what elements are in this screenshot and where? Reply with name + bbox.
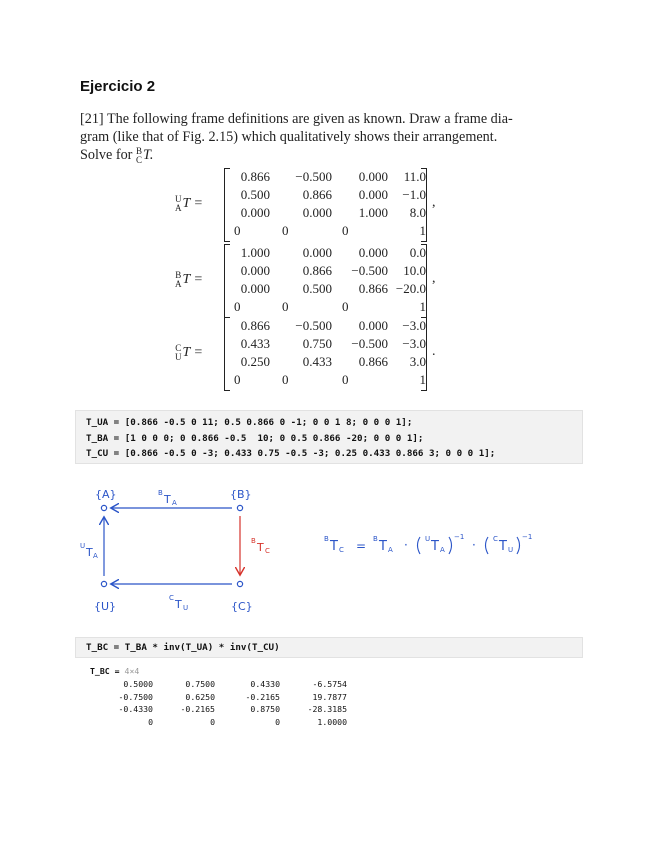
frame-U-node [101, 581, 106, 586]
matrix-row [224, 222, 424, 240]
matrix-cell: 1 [419, 223, 426, 238]
matrix-cell: 1 [419, 299, 426, 314]
eq-paren-open-1 [418, 537, 421, 554]
result-row [90, 716, 370, 729]
matrix-cell: 0.500 [240, 187, 270, 202]
matrix-cell: −0.500 [351, 336, 388, 351]
matrix-body [224, 317, 424, 389]
solve-for-indices: B C [135, 145, 142, 165]
matrix-cell: −3.0 [402, 336, 426, 351]
matrix-cell: 0.866 [302, 263, 332, 278]
matrix-T: T = [182, 196, 203, 212]
matrix-trailing-punct: , [432, 271, 436, 286]
label-BC-T: T [257, 541, 264, 554]
result-row [90, 678, 370, 691]
matrix-label [175, 271, 203, 289]
matrix-T: T = [182, 345, 203, 361]
matrix-cell: −20.0 [395, 281, 426, 296]
matrix-cell: −0.500 [295, 318, 332, 333]
matrix-indices: B A [175, 270, 182, 289]
problem-line-2: gram (like that of Fig. 2.15) which qualitatively shows their arrangement. [80, 129, 498, 145]
matrix-cell: 0 [282, 372, 289, 387]
eq-t1-sup: B [373, 535, 378, 543]
result-output [90, 666, 370, 728]
matrix-row [224, 168, 424, 186]
matrix-cell: 0.866 [302, 187, 332, 202]
matrix-cell: 0.250 [240, 354, 270, 369]
matrix-cell: 11.0 [403, 169, 426, 184]
matrix-row [224, 353, 424, 371]
matrix-cell: −1.0 [402, 187, 426, 202]
matrix-cell: 0.000 [358, 245, 388, 260]
matrix-cell: 1 [419, 372, 426, 387]
eq-lhs-T: T [330, 539, 338, 554]
result-cell: 0 [148, 716, 153, 727]
matrix-cell: 0.000 [302, 205, 332, 220]
matrix-row [224, 298, 424, 316]
page-title: Ejercicio 2 [80, 78, 156, 95]
matrix-cell: 1.000 [358, 205, 388, 220]
eq-inverse-1: −1 [454, 533, 465, 541]
label-CU-sub: U [183, 604, 189, 612]
matrix-indices: U A [175, 194, 182, 213]
code-line: T_CU = [0.866 -0.5 0 -3; 0.433 0.75 -0.5 -3; 0.25 0.433 0.866 3; 0 0 0 1]; [86, 448, 496, 459]
result-cell: 0.7500 [185, 679, 215, 689]
matrix-cell: 0.866 [358, 354, 388, 369]
eq-t2-sup: U [425, 535, 431, 543]
matrix-row [224, 335, 424, 353]
code-line: T_UA = [0.866 -0.5 0 11; 0.5 0.866 0 -1; 0 0 1 8; 0 0 0 1]; [86, 417, 413, 428]
result-cell: 1.0000 [317, 716, 347, 727]
matrix-cell: −3.0 [402, 318, 426, 333]
result-row [90, 703, 370, 716]
matrix-cell: 0.000 [358, 187, 388, 202]
matrix-cell: 0.000 [302, 245, 332, 260]
problem-number: [21] [80, 111, 104, 127]
result-cell: -0.7500 [118, 691, 153, 702]
result-cell: -0.2165 [245, 691, 280, 702]
matrix-body [224, 168, 424, 240]
matrix-cell: 3.0 [409, 354, 426, 369]
result-row [90, 691, 370, 704]
matrix-cell: 0 [342, 299, 349, 314]
result-cell: 0.8750 [250, 704, 280, 714]
eq-dot-1: · [404, 538, 408, 552]
matrix-row [224, 186, 424, 204]
matrix-cell: 0.000 [358, 318, 388, 333]
frame-U-label: {U} [94, 600, 117, 613]
solve-for-T: T. [142, 147, 154, 163]
matrix-cell: 0 [234, 223, 241, 238]
matrix-T: T = [182, 272, 203, 288]
result-cell: 0.5000 [123, 679, 153, 689]
matrix-cell: 8.0 [409, 205, 426, 220]
frame-B-label: {B} [230, 488, 252, 501]
result-name: T_BC = [90, 666, 120, 676]
matrix-row [224, 280, 424, 298]
result-cell: 0 [210, 716, 215, 727]
matrix-cell: 0.866 [358, 281, 388, 296]
eq-lhs-sup: B [324, 535, 329, 543]
frame-A-node [101, 505, 106, 510]
matrix-label [175, 195, 203, 213]
eq-t1-sub: A [388, 546, 393, 554]
frame-C-node [237, 581, 242, 586]
matrix-row [224, 262, 424, 280]
matrix-cell: 0.000 [358, 169, 388, 184]
matrix-cell: 0.0 [409, 245, 426, 260]
matrix-cell: 0.000 [240, 263, 270, 278]
label-CU-sup: C [169, 594, 174, 602]
matrix-cell: 0 [234, 372, 241, 387]
matrix-cell: −0.500 [351, 263, 388, 278]
result-dims: 4×4 [124, 666, 140, 676]
result-cell: -0.2165 [180, 704, 215, 714]
frame-C-label: {C} [231, 600, 253, 613]
matrix-cell: 0.500 [302, 281, 332, 296]
matrix-cell: 0 [282, 299, 289, 314]
eq-paren-open-2 [486, 537, 489, 554]
eq-lhs-sub: C [339, 546, 344, 554]
label-BC-sup: B [251, 537, 256, 545]
handwritten-equation [324, 533, 532, 554]
eq-equals: = [356, 539, 367, 553]
matrix-cell: 1.000 [240, 245, 270, 260]
matrix-cell: 0 [342, 223, 349, 238]
matrix-cell: 0.000 [240, 205, 270, 220]
result-cell: 0.6250 [185, 691, 215, 702]
matrix-cell: 10.0 [403, 263, 426, 278]
eq-t2-sub: A [440, 546, 445, 554]
label-BA-sub: A [172, 499, 177, 507]
eq-t2-T: T [431, 539, 439, 554]
matrix-trailing-punct: , [432, 195, 436, 210]
code-line: T_BA = [1 0 0 0; 0 0.866 -0.5 10; 0 0.5 0.866 -20; 0 0 0 1]; [86, 432, 424, 444]
eq-t1-T: T [379, 539, 387, 554]
problem-line-3: Solve for [80, 147, 133, 163]
problem-statement [80, 110, 550, 165]
eq-paren-close-2 [517, 537, 520, 554]
matrix-cell: 0.000 [240, 281, 270, 296]
matrix-row [224, 204, 424, 222]
eq-dot-2: · [472, 538, 476, 552]
eq-paren-close-1 [449, 537, 452, 554]
label-CU-T: T [175, 598, 182, 611]
frame-B-node [237, 505, 242, 510]
result-cell: 0 [275, 716, 280, 727]
result-cell: 19.7877 [312, 691, 347, 702]
matrix-cell: 0 [234, 299, 241, 314]
result-cell: -6.5754 [312, 679, 347, 689]
eq-t3-sub: U [508, 546, 514, 554]
matrix-body [224, 244, 424, 316]
matrix-trailing-punct: . [432, 344, 436, 359]
matrix-row [224, 371, 424, 389]
result-cell: 0.4330 [250, 679, 280, 689]
matrix-row [224, 244, 424, 262]
result-matrix [90, 678, 370, 728]
result-cell: -28.3185 [307, 704, 347, 714]
eq-t3-sup: C [493, 535, 498, 543]
matrix-cell: 0.750 [302, 336, 332, 351]
matrix-indices: C U [175, 343, 182, 362]
problem-line-1: The following frame definitions are given as known. Draw a frame dia- [106, 111, 513, 127]
matrix-cell: −0.500 [295, 169, 332, 184]
label-BC-sub: C [265, 547, 270, 555]
frame-A-label: {A} [95, 488, 117, 501]
result-cell: -0.4330 [118, 704, 153, 714]
matrix-cell: 0.433 [302, 354, 332, 369]
matrix-cell: 0 [282, 223, 289, 238]
code-block-definitions [75, 410, 583, 464]
label-BA-sup: B [158, 489, 163, 497]
matrix-cell: 0.433 [240, 336, 270, 351]
eq-inverse-2: −1 [522, 533, 533, 541]
matrix-cell: 0.866 [240, 318, 270, 333]
label-UA-T: T [86, 546, 93, 559]
label-UA-sup: U [80, 542, 86, 550]
frame-diagram [0, 470, 655, 630]
matrix-row [224, 317, 424, 335]
matrix-cell: 0 [342, 372, 349, 387]
code-block-solution: T_BC = T_BA * inv(T_UA) * inv(T_CU) [75, 637, 583, 658]
label-UA-sub: A [93, 552, 98, 560]
matrix-cell: 0.866 [240, 169, 270, 184]
label-BA-T: T [164, 493, 171, 506]
eq-t3-T: T [499, 539, 507, 554]
matrix-label [175, 344, 203, 362]
